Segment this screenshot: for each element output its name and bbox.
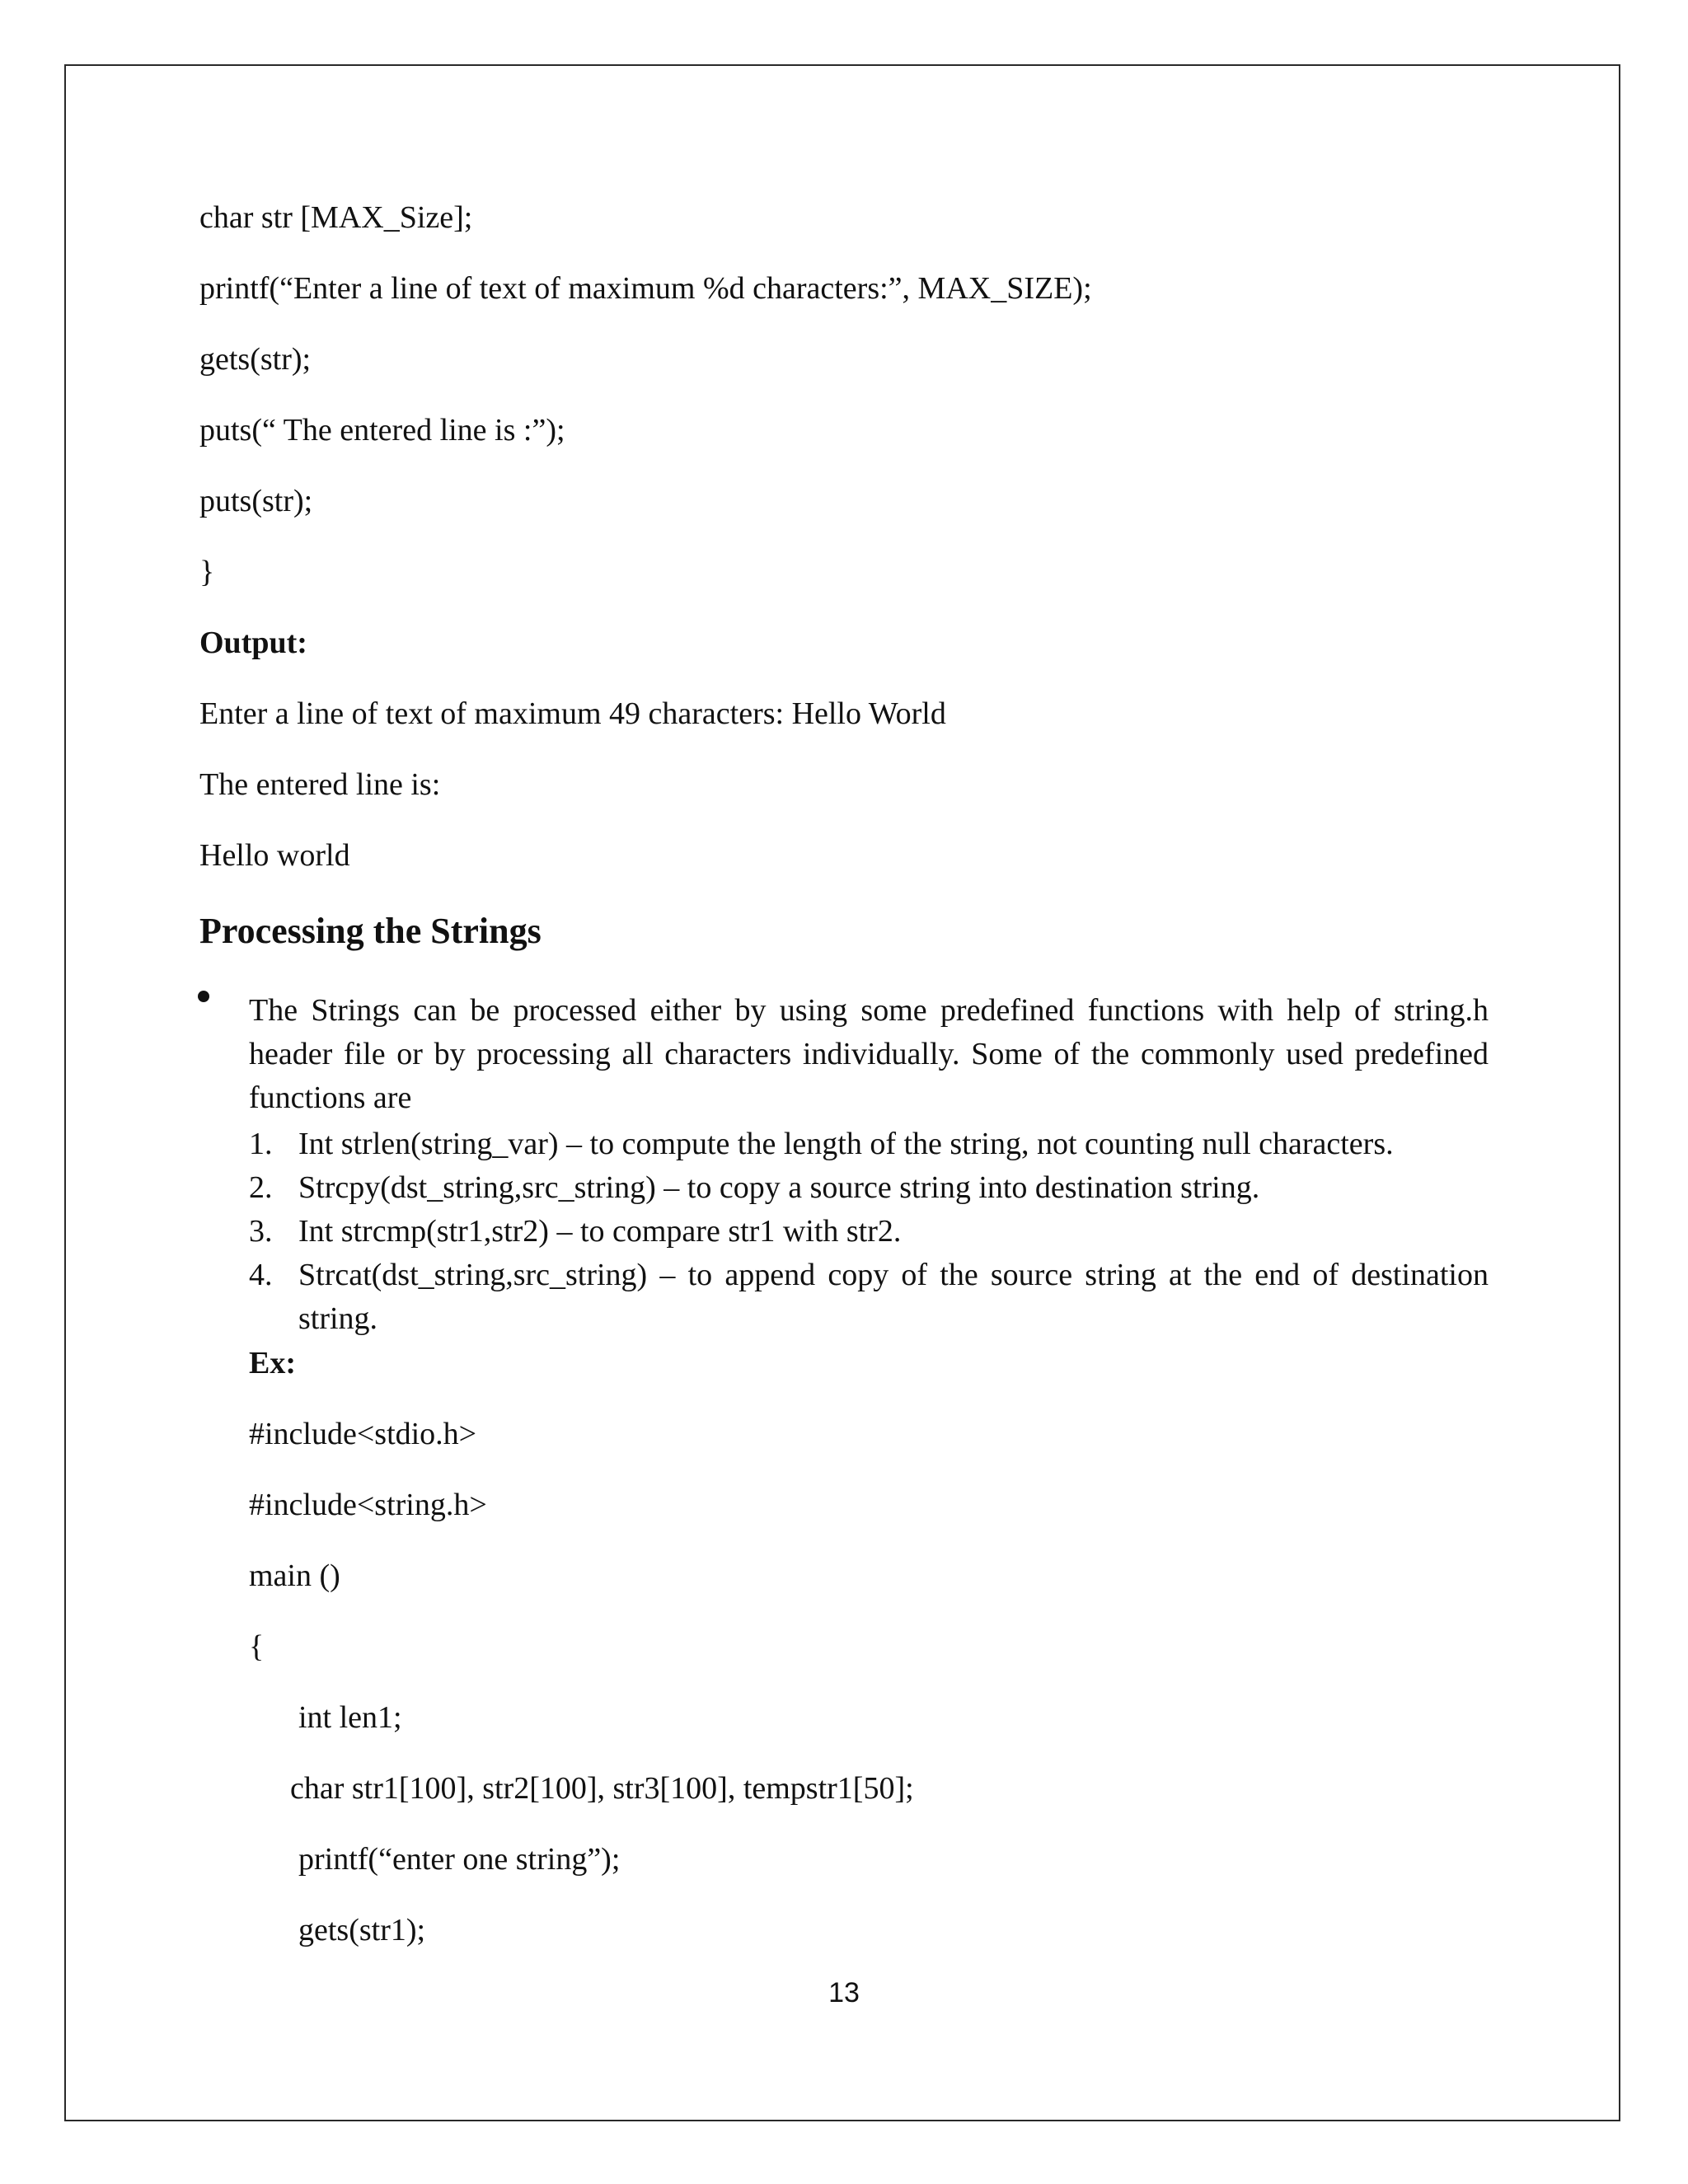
section-heading: Processing the Strings: [199, 911, 542, 951]
code-line: char str [MAX_Size];: [199, 200, 473, 235]
code-line: puts(“ The entered line is :”);: [199, 413, 565, 448]
code-line: puts(str);: [199, 484, 313, 518]
bullet-dot: [198, 991, 209, 1002]
list-number: 2.: [249, 1170, 273, 1205]
page-number: 13: [828, 1977, 860, 2008]
code-line: #include<string.h>: [249, 1488, 487, 1522]
code-line: {: [249, 1629, 265, 1664]
list-number: 1.: [249, 1127, 273, 1161]
code-line: #include<stdio.h>: [249, 1417, 477, 1451]
output-line: Enter a line of text of maximum 49 characters: Hello World: [199, 696, 946, 731]
code-line: }: [199, 555, 215, 589]
output-label: Output:: [199, 626, 307, 660]
example-label: Ex:: [249, 1346, 296, 1380]
list-number: 4.: [249, 1258, 273, 1292]
list-item: Int strcmp(str1,str2) – to compare str1 with str2.: [298, 1214, 902, 1249]
code-line: int len1;: [298, 1700, 402, 1735]
code-line: gets(str);: [199, 342, 312, 377]
code-line: printf(“Enter a line of text of maximum %d characters:”, MAX_SIZE);: [199, 271, 1092, 306]
code-line: printf(“enter one string”);: [298, 1842, 621, 1877]
bullet-paragraph: The Strings can be processed either by using some predefined functions with help of string.h header file or by processing all characters individually. Some of the commonly used predefined functions are: [249, 993, 1489, 1115]
output-line: Hello world: [199, 838, 350, 873]
code-line: char str1[100], str2[100], str3[100], tempstr1[50];: [290, 1771, 914, 1806]
code-line: main (): [249, 1558, 340, 1593]
list-item: Strcat(dst_string,src_string) – to append copy of the source string at the end of destination string.: [298, 1258, 1489, 1336]
list-item: Strcpy(dst_string,src_string) – to copy a source string into destination string.: [298, 1170, 1260, 1205]
output-line: The entered line is:: [199, 767, 441, 802]
code-line: gets(str1);: [298, 1913, 426, 1947]
list-item: Int strlen(string_var) – to compute the length of the string, not counting null characters.: [298, 1127, 1394, 1161]
list-number: 3.: [249, 1214, 273, 1249]
